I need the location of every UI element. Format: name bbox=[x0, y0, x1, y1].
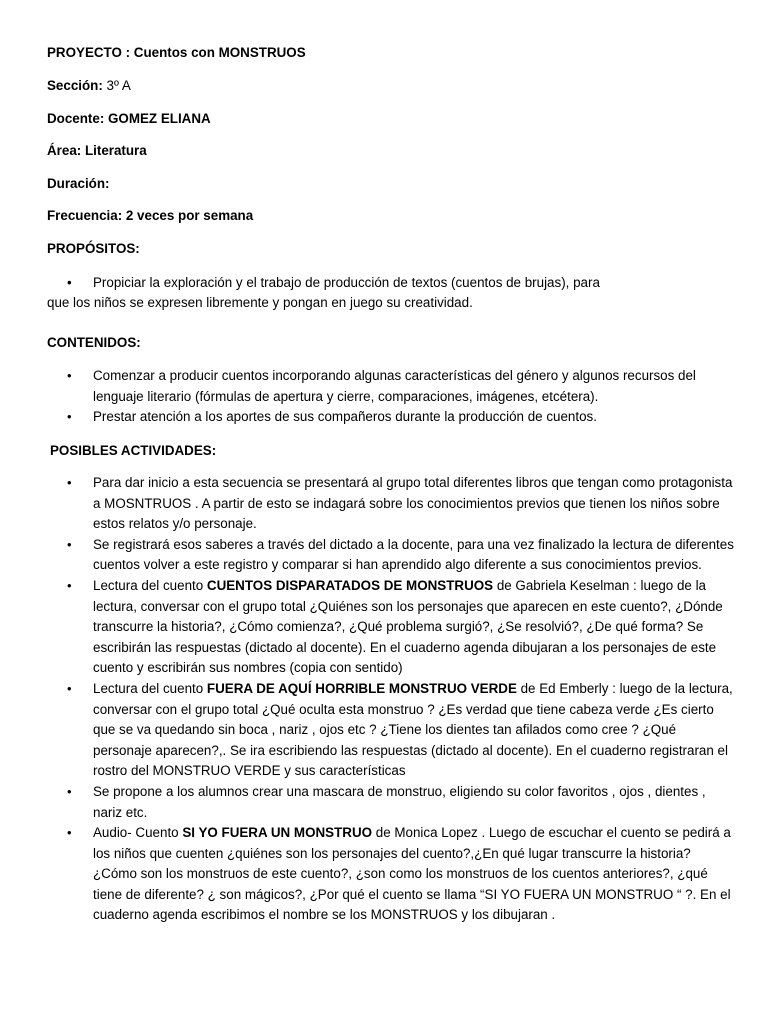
propositos-bullet-line bbox=[47, 273, 737, 293]
actividad-text: Para dar inicio a esta secuencia se presentará al grupo total diferentes libros que tengan como protagonista a MOSNTRUOS . A partir de esto se indagará sobre los conocimientos previos que tienen los niños sobre estos relatos y/o personaje. bbox=[93, 475, 733, 532]
frecuencia-line: Frecuencia: 2 veces por semana bbox=[47, 208, 254, 223]
actividad-text-post: de Gabriela Keselman : luego de la lectura, conversar con el grupo total ¿Quiénes son los personajes que aparecen en este cuento?, ¿Dónde transcurre la historia?, ¿Cómo comienza?, ¿Qué problema surgió?, ¿Se resolvió?, ¿De qué forma? Se escribirán las respuestas (dictado al docente). En el cuaderno agenda dibujaran a los personajes de este cuento y escribirán sus nombres (copia con sentido) bbox=[93, 577, 723, 676]
actividades-list bbox=[47, 473, 737, 926]
seccion-value: 3º A bbox=[106, 78, 131, 93]
contenidos-heading: CONTENIDOS: bbox=[47, 335, 141, 350]
propositos-paragraph bbox=[47, 273, 737, 313]
bullet-icon: • bbox=[67, 680, 72, 696]
actividad-text-pre: Lectura del cuento bbox=[93, 680, 207, 696]
list-item bbox=[47, 576, 737, 679]
proyecto-heading: PROYECTO : Cuentos con MONSTRUOS bbox=[47, 45, 306, 60]
propositos-text-2: que los niños se expresen libremente y pongan en juego su creatividad. bbox=[47, 295, 473, 310]
list-item bbox=[47, 366, 737, 407]
bullet-icon: • bbox=[67, 536, 72, 552]
contenidos-list bbox=[47, 366, 737, 428]
bullet-icon: • bbox=[67, 825, 72, 841]
seccion-line bbox=[47, 78, 131, 93]
actividades-heading: POSIBLES ACTIVIDADES: bbox=[50, 443, 217, 458]
list-item bbox=[47, 473, 737, 535]
actividad-text-pre: Lectura del cuento bbox=[93, 577, 207, 593]
actividad-text-pre: Audio- Cuento bbox=[93, 825, 183, 841]
duracion-line: Duración: bbox=[47, 176, 110, 191]
contenido-text: Prestar atención a los aportes de sus compañeros durante la producción de cuentos. bbox=[93, 409, 597, 425]
list-item bbox=[47, 679, 737, 782]
book-title: SI YO FUERA UN MONSTRUO bbox=[182, 825, 373, 841]
bullet-icon: • bbox=[67, 275, 72, 290]
actividad-text-post: de Monica Lopez . Luego de escuchar el cuento se pedirá a los niños que cuenten ¿quiénes son los personajes del cuento?,¿En qué lugar transcurre la historia? ¿Cómo son los monstruos de este cuento?, ¿son como los monstruos de los cuentos anteriores?, ¿qué tiene de diferente? ¿ son mágicos?, ¿Por qué el cuento se llama “SI YO FUERA UN MONSTRUO “ ?. En el cuaderno agenda escribimos el nombre se los MONSTRUOS y los dibujaran . bbox=[93, 825, 731, 923]
list-item bbox=[47, 407, 737, 428]
actividad-text: Se registrará esos saberes a través del dictado a la docente, para una vez finalizado la lectura de diferentes cuentos volver a este registro y comparar si han aprendido algo diferente a sus conocimientos previos. bbox=[93, 536, 734, 573]
bullet-icon: • bbox=[67, 475, 72, 490]
bullet-icon: • bbox=[67, 368, 72, 383]
list-item bbox=[47, 823, 737, 926]
actividad-text-post: de Ed Emberly : luego de la lectura, conversar con el grupo total ¿Qué oculta esta monstruo ? ¿Es verdad que tiene cabeza verde ¿Es cierto que se va quedando sin boca , nariz , ojos etc ? ¿Tiene los dientes tan afilados como cree ? ¿Qué personaje aparecen?,. Se ira escribiendo las respuestas (dictado al docente). En el cuaderno registraran el rostro del MONSTRUO VERDE y sus características bbox=[93, 680, 733, 779]
seccion-label: Sección: bbox=[47, 78, 107, 93]
bullet-icon: • bbox=[67, 783, 72, 799]
contenido-text: Comenzar a producir cuentos incorporando algunas características del género y algunos recursos del lenguaje literario (fórmulas de apertura y cierre, comparaciones, imágenes, etcétera). bbox=[93, 368, 696, 404]
list-item bbox=[47, 782, 737, 823]
book-title: FUERA DE AQUÍ HORRIBLE MONSTRUO VERDE bbox=[206, 680, 517, 696]
book-title: CUENTOS DISPARATADOS DE MONSTRUOS bbox=[206, 577, 494, 593]
propositos-text-1: Propiciar la exploración y el trabajo de producción de textos (cuentos de brujas), para bbox=[93, 275, 600, 290]
propositos-heading: PROPÓSITOS: bbox=[47, 241, 140, 256]
area-line: Área: Literatura bbox=[47, 143, 147, 158]
actividad-text: Se propone a los alumnos crear una mascara de monstruo, eligiendo su color favoritos , ojos , dientes , nariz etc. bbox=[93, 783, 706, 820]
bullet-icon: • bbox=[67, 409, 72, 425]
list-item bbox=[47, 535, 737, 576]
docente-line: Docente: GOMEZ ELIANA bbox=[47, 111, 211, 126]
bullet-icon: • bbox=[67, 577, 72, 593]
